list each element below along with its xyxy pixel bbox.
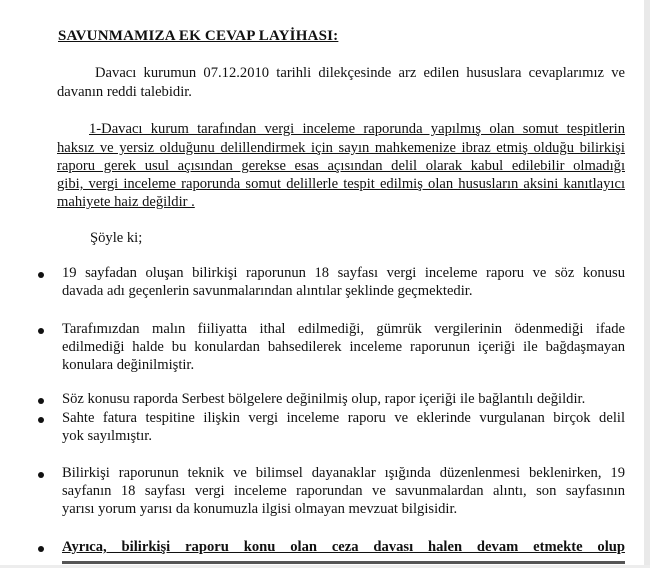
point1-line-3: raporu gerek usul açısından gerekse esas açısından delil olarak kabul edilebilir olmadığı	[57, 158, 625, 174]
cut-off-next-line	[62, 561, 625, 564]
intro-line-1: Davacı kurumun 07.12.2010 tarihli dilekçesinde arz edilen hususlara cevaplarımız ve	[95, 65, 625, 81]
bullet-5-line-1: Bilirkişi raporunun teknik ve bilimsel dayanaklar ışığında düzenlenmesi beklenirken, 19	[62, 465, 625, 481]
bullet-2-line-2: edilmediği halde bu konulardan bahsedilerek inceleme raporunun içeriği ile bağdaşmayan	[62, 339, 625, 355]
bullet-4-line-1: Sahte fatura tespitine ilişkin vergi inceleme raporu ve eklerinde vurgulanan birçok delil	[62, 410, 625, 426]
bullet-2-line-3: konulara değinilmiştir.	[62, 357, 195, 373]
bullet-2-line-1: Tarafımızdan malın fiiliyatta ithal edilmediği, gümrük vergilerinin ödenmediği ifade	[62, 321, 625, 337]
bullet-dot	[38, 546, 44, 552]
point1-line-2: haksız ve yersiz olduğunu delillendirmek için sayın mahkemenize ibraz etmiş olduğu bilirkişi	[57, 140, 625, 156]
bullet-dot	[38, 472, 44, 478]
point1-line-4: gibi, vergi inceleme raporunda somut delillerle tespit edilmiş olan hususların aksini kanıtlayıcı	[57, 176, 625, 192]
bullet-1-line-2: davada adı geçenlerin savunmalarından alıntılar şeklinde geçmektedir.	[62, 283, 473, 299]
soyle-ki: Şöyle ki;	[90, 230, 143, 246]
bullet-5-line-3: yarısı yorum yarısı da konumuzla ilgisi olmayan mevzuat bilgisidir.	[62, 501, 458, 517]
document-title: SAVUNMAMIZA EK CEVAP LAYİHASI:	[58, 28, 339, 44]
point1-line-5: mahiyete haiz değildir .	[57, 194, 195, 210]
bullet-dot	[38, 398, 44, 404]
bullet-dot	[38, 272, 44, 278]
intro-line-2: davanın reddi talebidir.	[57, 84, 192, 100]
point1-line-1: 1-Davacı kurum tarafından vergi inceleme raporunda yapılmış olan somut tespitlerin	[89, 121, 625, 137]
scan-edge-right	[644, 0, 650, 568]
bullet-5-line-2: sayfanın 18 sayfası vergi inceleme raporundan ve savunmalardan alıntı, son sayfasının	[62, 483, 625, 499]
bullet-dot	[38, 417, 44, 423]
bullet-6-line-1: Ayrıca, bilirkişi raporu konu olan ceza davası halen devam etmekte olup	[62, 539, 625, 555]
bullet-1-line-1: 19 sayfadan oluşan bilirkişi raporunun 18 sayfası vergi inceleme raporu ve söz konusu	[62, 265, 625, 281]
bullet-3-line-1: Söz konusu raporda Serbest bölgelere değinilmiş olup, rapor içeriği ile bağlantılı değildir.	[62, 391, 586, 407]
bullet-dot	[38, 328, 44, 334]
bullet-4-line-2: yok sayılmıştır.	[62, 428, 152, 444]
